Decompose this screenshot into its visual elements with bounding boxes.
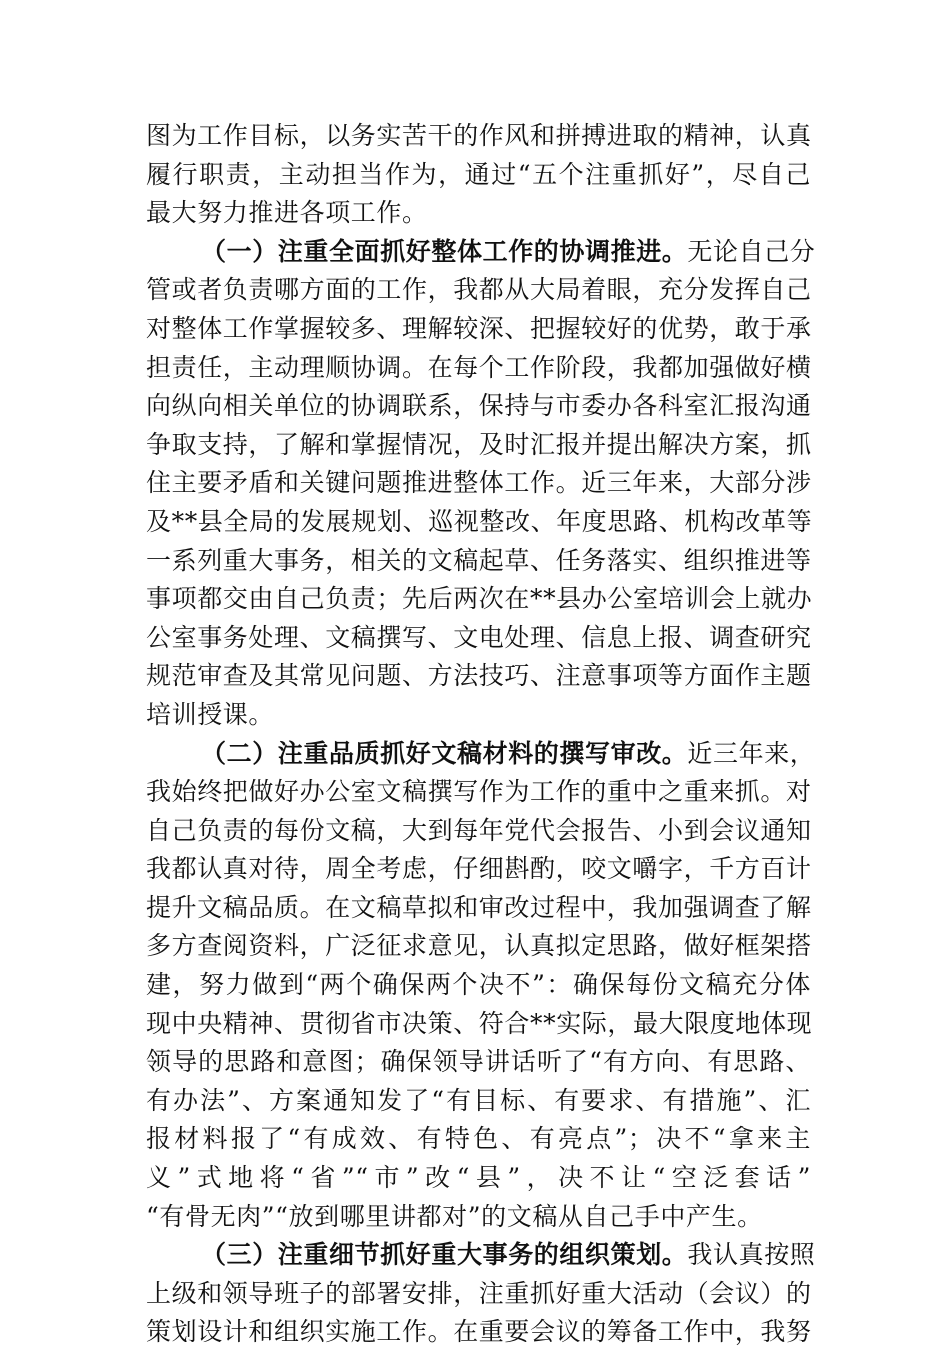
- text-line: 担责任，主动理顺协调。在每个工作阶段，我都加强做好横: [146, 352, 812, 382]
- heading-line-rest: 无论自己分: [687, 236, 816, 266]
- paragraph-section-1: [146, 233, 816, 735]
- text-line: 多方查阅资料，广泛征求意见，认真拟定思路，做好框架搭: [146, 931, 812, 961]
- text-line: 现中央精神、贯彻省市决策、符合**实际，最大限度地体现: [146, 1008, 813, 1038]
- text-line: 义”式地将“省”“市”改“县”，决不让“空泛套话”: [146, 1163, 811, 1193]
- section-heading: （二）注重品质抓好文稿材料的撰写审改。: [201, 738, 688, 768]
- text-line: 最大努力推进各项工作。: [146, 198, 428, 228]
- text-line: 图为工作目标，以务实苦干的作风和拼搏进取的精神，认真: [146, 121, 812, 150]
- document-body: [146, 117, 816, 1352]
- text-line: 及**县全局的发展规划、巡视整改、年度思路、机构改革等: [146, 506, 813, 536]
- text-line: 履行职责，主动担当作为，通过“五个注重抓好”，尽自己: [146, 159, 811, 189]
- section-heading: （一）注重全面抓好整体工作的协调推进。: [201, 236, 688, 266]
- text-line: 自己负责的每份文稿，大到每年党代会报告、小到会议通知: [146, 815, 812, 845]
- text-line: 事项都交由自己负责；先后两次在**县办公室培训会上就办: [146, 584, 813, 614]
- section-heading: （三）注重细节抓好重大事务的组织策划。: [201, 1240, 688, 1270]
- heading-line-rest: 近三年来，: [687, 738, 816, 768]
- text-line: 规范审查及其常见问题、方法技巧、注意事项等方面作主题: [146, 661, 812, 691]
- text-line: 一系列重大事务，相关的文稿起草、任务落实、组织推进等: [146, 545, 812, 575]
- text-line: 策划设计和组织实施工作。在重要会议的筹备工作中，我努: [146, 1317, 812, 1347]
- section-heading-line: [146, 1236, 816, 1275]
- text-line: “有骨无肉”“放到哪里讲都对”的文稿从自己手中产生。: [146, 1201, 763, 1231]
- section-heading-line: [146, 233, 816, 272]
- text-line: 有办法”、方案通知发了“有目标、有要求、有措施”、汇: [146, 1085, 811, 1115]
- text-line: 对整体工作掌握较多、理解较深、把握较好的优势，敢于承: [146, 313, 812, 343]
- heading-line-rest: 我认真按照: [687, 1240, 816, 1270]
- text-line: 我都认真对待，周全考虑，仔细斟酌，咬文嚼字，千方百计: [146, 854, 812, 884]
- text-line: 争取支持，了解和掌握情况，及时汇报并提出解决方案，抓: [146, 429, 812, 459]
- text-line: 向纵向相关单位的协调联系，保持与市委办各科室汇报沟通: [146, 391, 812, 421]
- paragraph-section-3: [146, 1236, 816, 1352]
- section-heading-line: [146, 735, 816, 774]
- paragraph-intro: [146, 117, 811, 233]
- text-line: 我始终把做好办公室文稿撰写作为工作的重中之重来抓。对: [146, 777, 812, 807]
- text-line: 上级和领导班子的部署安排，注重抓好重大活动（会议）的: [146, 1278, 812, 1308]
- text-line: 住主要矛盾和关键问题推进整体工作。近三年来，大部分涉: [146, 468, 812, 498]
- text-line: 领导的思路和意图；确保领导讲话听了“有方向、有思路、: [146, 1047, 811, 1077]
- text-line: 报材料报了“有成效、有特色、有亮点”；决不“拿来主: [146, 1124, 811, 1154]
- paragraph-section-2: [146, 735, 816, 1237]
- text-line: 建，努力做到“两个确保两个决不”：确保每份文稿充分体: [146, 970, 811, 1000]
- text-line: 培训授课。: [146, 699, 275, 729]
- text-line: 公室事务处理、文稿撰写、文电处理、信息上报、调查研究: [146, 622, 812, 652]
- text-line: 管或者负责哪方面的工作，我都从大局着眼，充分发挥自己: [146, 275, 812, 305]
- text-line: 提升文稿品质。在文稿草拟和审改过程中，我加强调查了解: [146, 892, 812, 922]
